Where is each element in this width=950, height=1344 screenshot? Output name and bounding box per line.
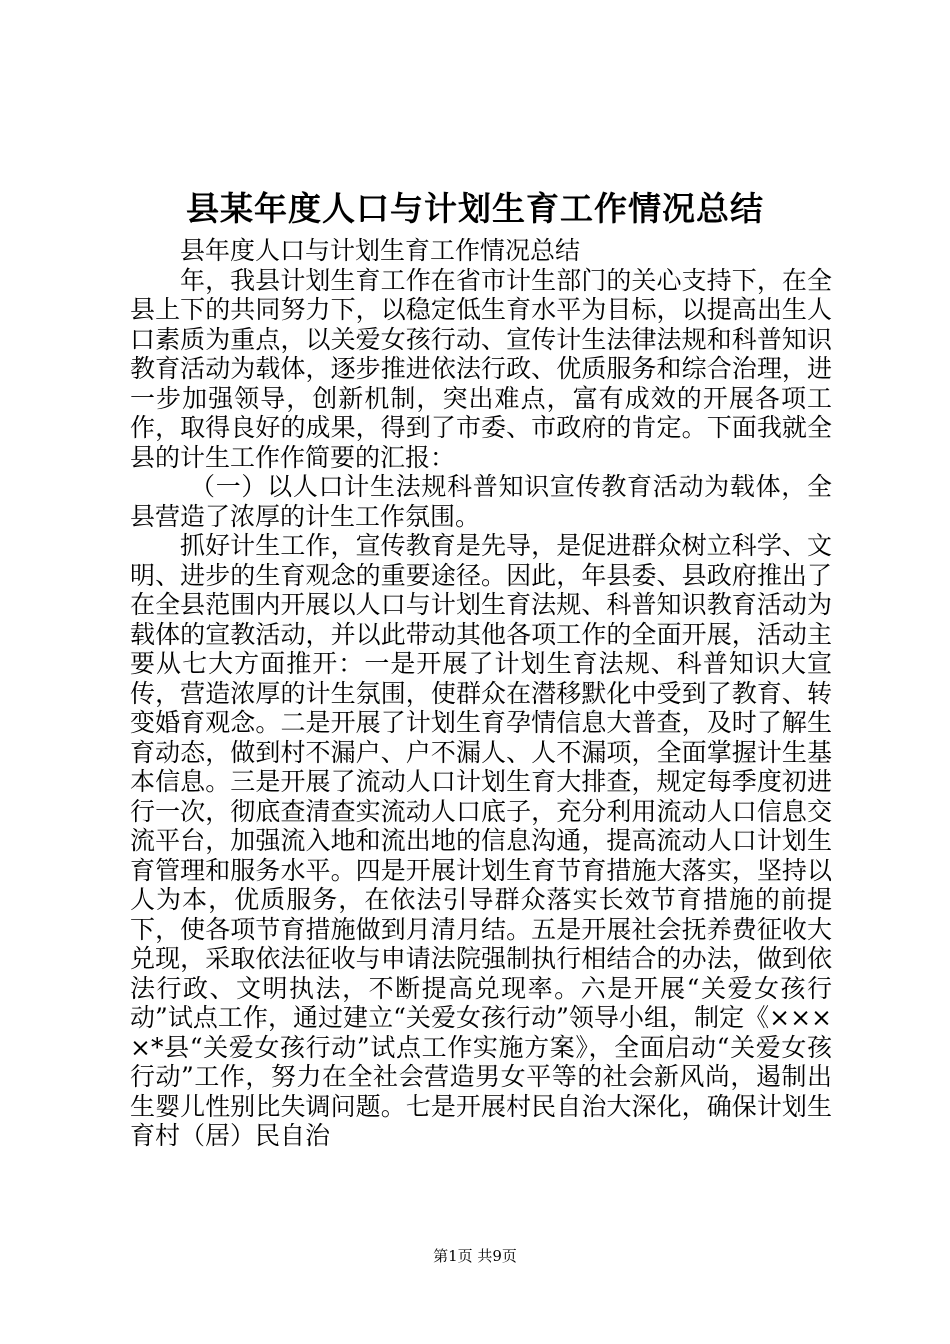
paragraph-body: 抓好计生工作，宣传教育是先导，是促进群众树立科学、文明、进步的生育观念的重要途径。因此，年县委、县政府推出了在全县范围内开展以人口与计划生育法规、科普知识教育活动为载体的宣教活动，并以此带动其他各项工作的全面开展，活动主要从七大方面推开：一是开展了计划生育法规、科普知识大宣传，营造浓厚的计生氛围，使群众在潜移默化中受到了教育、转变婚育观念。二是开展了计划生育孕情信息大普查，及时了解生育动态，做到村不漏户、户不漏人、人不漏项，全面掌握计生基本信息。三是开展了流动人口计划生育大排查，规定每季度初进行一次，彻底查清查实流动人口底子，充分利用流动人口信息交流平台，加强流入地和流出地的信息沟通，提高流动人口计划生育管理和服务水平。四是开展计划生育节育措施大落实，坚持以人为本，优质服务，在依法引导群众落实长效节育措施的前提下，使各项节育措施做到月清月结。五是开展社会抚养费征收大兑现，采取依法征收与申请法院强制执行相结合的办法，做到依法行政、文明执法，不断提高兑现率。六是开展“关爱女孩行动”试点工作，通过建立“关爱女孩行动”领导小组，制定《××××*县“关爱女孩行动”试点工作实施方案》，全面启动“关爱女孩行动”工作，努力在全社会营造男女平等的社会新风尚，遏制出生婴儿性别比失调问题。七是开展村民自治大深化，确保计划生育村（居）民自治: [130, 531, 832, 1150]
page-footer: 第1页 共9页: [433, 1247, 517, 1265]
subtitle-line: 县年度人口与计划生育工作情况总结: [180, 236, 581, 265]
document-title: 县某年度人口与计划生育工作情况总结: [186, 189, 764, 228]
paragraph-intro: 年，我县计划生育工作在省市计生部门的关心支持下，在全县上下的共同努力下，以稳定低生育水平为目标，以提高出生人口素质为重点，以关爱女孩行动、宣传计生法律法规和科普知识教育活动为载体，逐步推进依法行政、优质服务和综合治理，进一步加强领导，创新机制，突出难点，富有成效的开展各项工作，取得良好的成果，得到了市委、市政府的肯定。下面我就全县的计生工作作简要的汇报：: [130, 265, 832, 472]
section-heading: （一）以人口计生法规科普知识宣传教育活动为载体，全县营造了浓厚的计生工作氛围。: [130, 472, 832, 531]
document-body: [130, 236, 832, 1151]
